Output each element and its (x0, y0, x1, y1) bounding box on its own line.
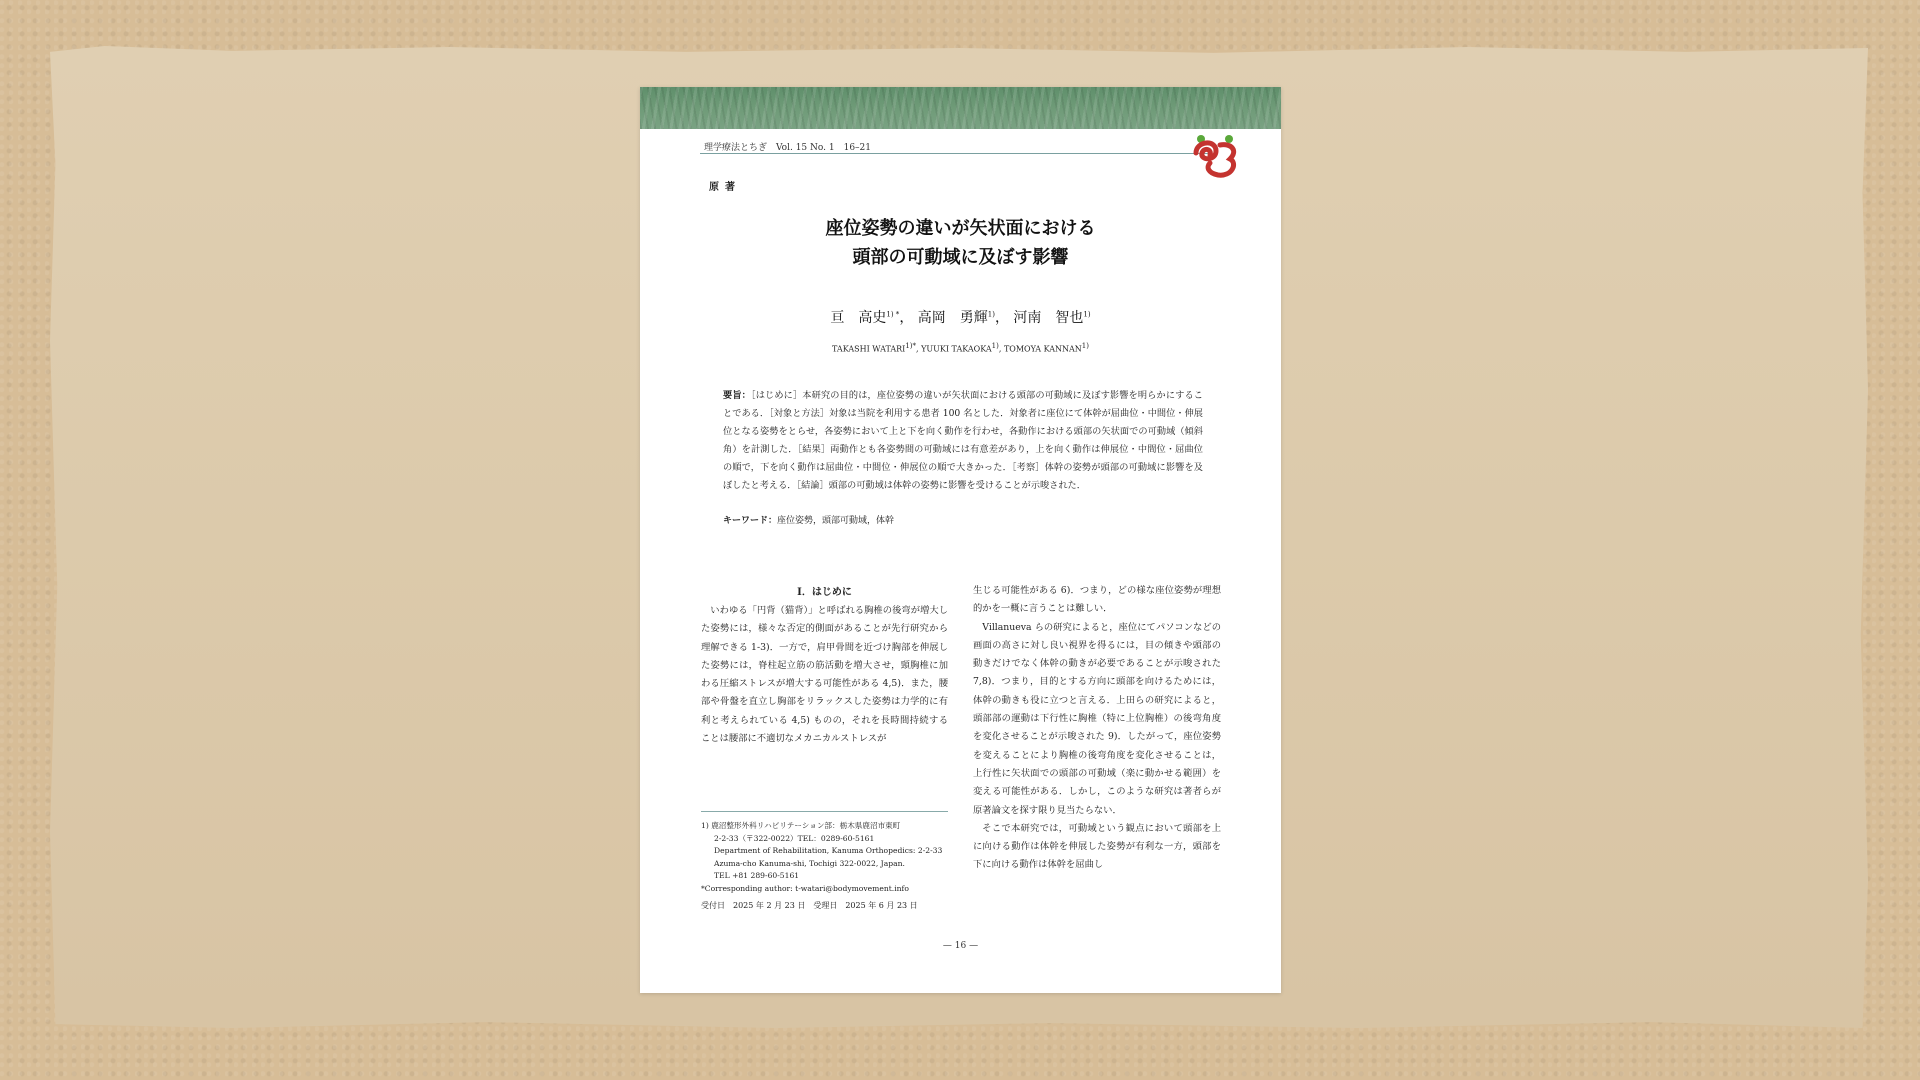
author-3: 河南 智也 (1013, 310, 1084, 326)
author-1: 亘 高史 (830, 310, 887, 326)
header-rule (700, 153, 1208, 154)
paragraph: Villanueva らの研究によると，座位にてパソコンなどの画面の高さに対し良い視界を得るには，目の傾きや頭部の動きだけでなく体幹の動きが必要であることが示唆された 7,8)．つまり，目的とする方向に頭部を向けるためには，体幹の動きも役に立つと言える．上田らの研究によると，頭部部の運動は下行性に胸椎（特に上位胸椎）の後弯角度を変化させることが示唆された 9)．したがって，座位姿勢を変えることにより胸椎の後弯角度を変化させることは，上行性に矢状面での頭部の可動域（楽に動かせる範囲）を変える可能性がある．しかし，このような研究は著者らが原著論文を探す限り見当たらない． (973, 621, 1221, 816)
keywords-body: 座位姿勢，頭部可動域，体幹 (777, 516, 895, 526)
keywords (723, 513, 1203, 526)
authors-english: TAKASHI $WATARI^{1)*}$, YUUKI TAKAOKA$^{1)}$, TOMOYA KANNAN$^{1)}$ (832, 342, 1089, 354)
header-banner (640, 87, 1281, 129)
received-dates: 受付日 2025 年 2 月 23 日 受理日 2025 年 6 月 23 日 (701, 901, 918, 910)
footnote-line: TEL +81 289-60-5161 (714, 871, 800, 880)
author-2: 高岡 勇輝 (917, 310, 988, 326)
abstract (723, 387, 1203, 495)
footnotes (701, 820, 956, 895)
footnote-line: 1) 鹿沼整形外科リハビリテーション部：栃木県鹿沼市東町 (701, 821, 901, 830)
keywords-heading: キーワード： (723, 516, 778, 526)
paragraph: そこで本研究では，可動域という観点において頭部を上に向ける動作は体幹を伸展した姿勢が有利な一方，頭部を下に向ける動作は体幹を屈曲し (973, 822, 1221, 871)
journal-info: 理学療法とちぎ Vol. 15 No. 1 16–21 (704, 143, 871, 153)
page-number: — 16 — (942, 941, 979, 951)
footnote-rule (701, 811, 948, 812)
article-page (640, 87, 1281, 993)
footnote-line: Azuma-cho Kanuma-shi, Tochigi 322-0022, Japan. (714, 858, 905, 868)
footnote-line: 2-2-33（〒322-0022）TEL：0289-60-5161 (714, 833, 875, 843)
body-column-right (973, 582, 1221, 875)
paragraph: いわゆる「円背（猫背）」と呼ばれる胸椎の後弯が増大した姿勢には，様々な否定的側面があることが先行研究から理解できる 1-3)．一方で，肩甲骨間を近づけ胸部を伸展した姿勢には，脊柱起立筋の筋活動を増大させ，頸胸椎に加わる圧縮ストレスが増大する可能性がある 4,5)．また，腰部や骨盤を直立し胸部をリラックスした姿勢は力学的に有利と考えられている 4,5) ものの，それを長時間持続することは腰部に不適切なメカニカルストレスが (701, 605, 948, 745)
society-logo-icon (1188, 131, 1246, 181)
article-title-line2: 頭部の可動域に及ぼす影響 (852, 247, 1069, 268)
abstract-body: ［はじめに］本研究の目的は，座位姿勢の違いが矢状面における頭部の可動域に及ぼす影響を明らかにすることである．［対象と方法］対象は当院を利用する患者 100 名とした．対象者に座位にて体幹が屈曲位・中間位・伸展位となる姿勢をとらせ，各姿勢において上と下を向く動作を行わせ，各動作における頭部の矢状面での可動域（傾斜角）を計測した．［結果］両動作とも各姿勢間の可動域には有意差があり，上を向く動作は伸展位・中間位・屈曲位の順で，下を向く動作は屈曲位・中間位・伸展位の順で大きかった．［考察］体幹の姿勢が頭部の可動域に影響を及ぼしたと考える．［結論］頭部の可動域は体幹の姿勢に影響を受けることが示唆された． (723, 390, 1203, 491)
section-heading: Ⅰ．はじめに (797, 587, 852, 598)
article-title-line1: 座位姿勢の違いが矢状面における (825, 218, 1096, 239)
author-3-affiliation: 1) (1083, 310, 1091, 319)
authors-japanese: 亘 高史$^{1) *}$， 高岡 勇輝$^{1)}$， 河南 智也$^{1)}$ (830, 310, 1091, 326)
body-column-left (701, 602, 948, 748)
author-1-en: TAKASHI WATARI (832, 344, 906, 354)
author-2-en: YUUKI TAKAOKA (921, 344, 992, 354)
author-2-affiliation: 1) (987, 310, 995, 319)
article-type: 原著 (709, 182, 741, 193)
corresponding-author: *Corresponding author: t-watari@bodymovement.info (701, 883, 909, 893)
author-1-affiliation: 1) * (886, 310, 900, 319)
footnote-line: Department of Rehabilitation, Kanuma Orthopedics: 2-2-33 (714, 846, 943, 855)
paragraph: 生じる可能性がある 6)．つまり，どの様な座位姿勢が理想的かを一概に言うことは難しい． (973, 585, 1221, 615)
author-3-en: TOMOYA KANNAN (1003, 344, 1082, 354)
abstract-heading: 要旨： (723, 390, 751, 401)
